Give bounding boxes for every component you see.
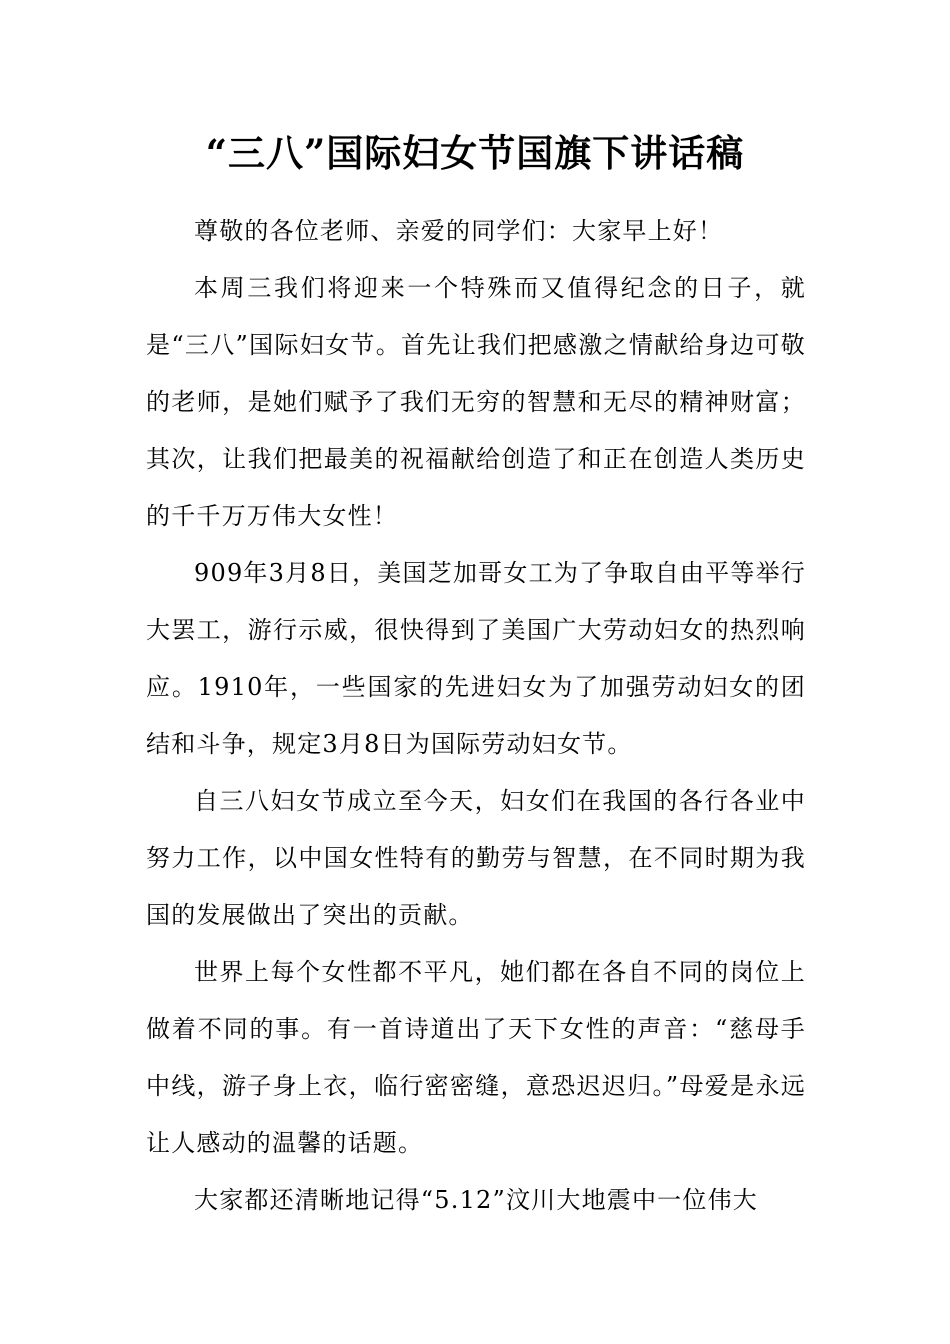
paragraph-intro: 本周三我们将迎来一个特殊而又值得纪念的日子，就是“三八”国际妇女节。首先让我们把感激之情献给身边可敬的老师，是她们赋予了我们无穷的智慧和无尽的精神财富；其次，让我们把最美的祝福献给创造了和正在创造人类历史的千千万万伟大女性！: [146, 274, 806, 530]
paragraph-poem: 世界上每个女性都不平凡，她们都在各自不同的岗位上做着不同的事。有一首诗道出了天下女性的声音：“慈母手中线，游子身上衣，临行密密缝，意恐迟迟归。”母爱是永远让人感动的温馨的话题。: [146, 958, 806, 1157]
paragraph-contribution: 自三八妇女节成立至今天，妇女们在我国的各行各业中努力工作，以中国女性特有的勤劳与智慧，在不同时期为我国的发展做出了突出的贡献。: [146, 787, 806, 929]
document-title: “三八”国际妇女节国旗下讲话稿: [205, 131, 745, 175]
paragraph-history: 909年3月8日，美国芝加哥女工为了争取自由平等举行大罢工，游行示威，很快得到了美国广大劳动妇女的热烈响应。1910年，一些国家的先进妇女为了加强劳动妇女的团结和斗争，规定3月8日为国际劳动妇女节。: [146, 559, 806, 758]
paragraph-greeting: 尊敬的各位老师、亲爱的同学们：大家早上好！: [194, 217, 724, 245]
paragraph-earthquake: 大家都还清晰地记得“5.12”汶川大地震中一位伟大: [194, 1186, 758, 1214]
document-body: [146, 203, 806, 1229]
